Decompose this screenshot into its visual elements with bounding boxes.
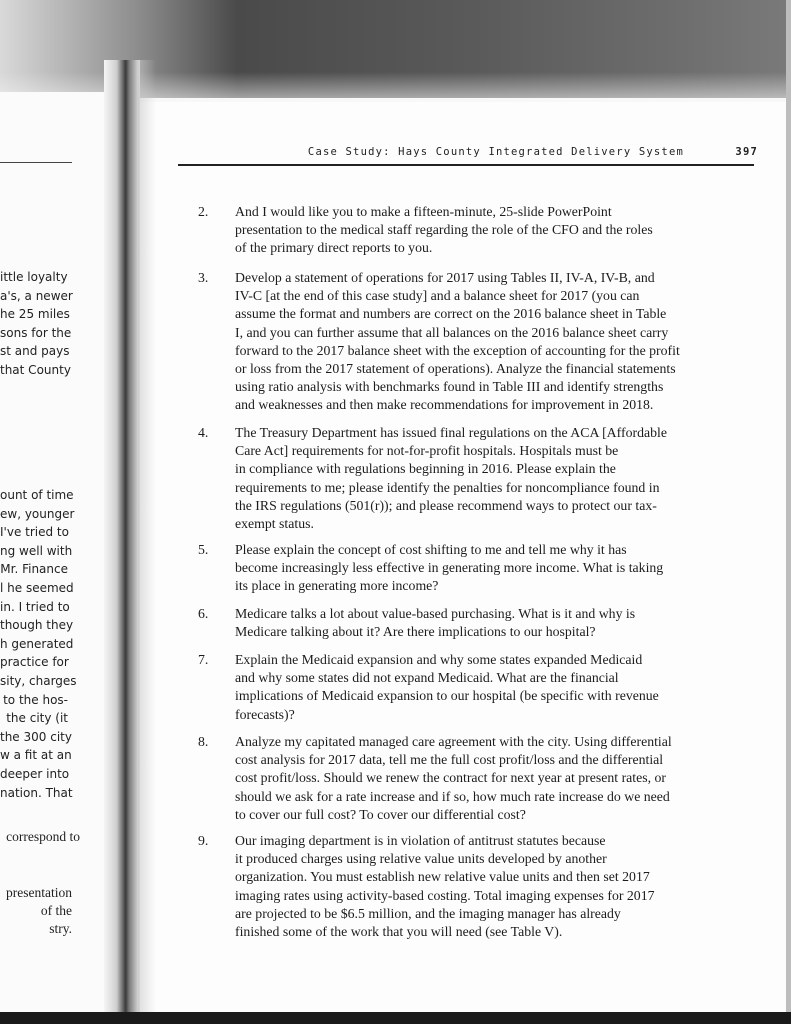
left-page-line: the city (it — [6, 711, 68, 726]
left-page-line: presentation — [6, 885, 72, 900]
question-line: forward to the 2017 balance sheet with the exception of accounting for the profit — [235, 342, 680, 358]
question-line: Develop a statement of operations for 2017 using Tables II, IV-A, IV-B, and — [235, 270, 655, 285]
page-edge — [786, 0, 791, 1024]
left-page-fragment-block — [0, 486, 77, 802]
question-text — [235, 605, 667, 641]
left-page-line: ew, younger — [0, 506, 75, 521]
question-line: Explain the Medicaid expansion and why some states expanded Medicaid — [235, 652, 643, 667]
question-line: to cover our full cost? To cover our differential cost? — [235, 806, 526, 822]
question-line: assume the format and numbers are correct on the 2016 balance sheet in Table — [235, 306, 667, 322]
question-line: using ratio analysis with benchmarks found in Table III and identify strengths — [235, 379, 664, 395]
question-line: forecasts)? — [235, 706, 295, 722]
question-text — [235, 832, 667, 941]
left-page-line: that County — [0, 362, 71, 377]
left-page-fragment-block — [0, 828, 80, 846]
left-page-line: h generated — [0, 636, 74, 651]
left-page-line: stry. — [49, 921, 72, 936]
question-text — [235, 424, 667, 533]
question-line: requirements to me; please identify the penalties for noncompliance found in — [235, 479, 660, 495]
left-page-line: l he seemed — [0, 580, 74, 595]
question-text — [235, 541, 667, 596]
question-number: 7. — [198, 652, 209, 667]
question-line: Our imaging department is in violation of antitrust statutes because — [235, 833, 606, 848]
left-page-line: practice for — [0, 655, 69, 670]
question-line: Please explain the concept of cost shifting to me and tell me why it has — [235, 542, 627, 557]
question-line: The Treasury Department has issued final regulations on the ACA [Affordable — [235, 425, 667, 440]
question-line: finished some of the work that you will need (see Table V). — [235, 924, 563, 940]
question-line: it produced charges using relative value units developed by another — [235, 851, 607, 867]
left-page-line: though they — [0, 618, 74, 633]
question-line: organization. You must establish new relative value units and then set 2017 — [235, 869, 650, 885]
left-page-line: deeper into — [0, 766, 70, 781]
left-page-line: to the hos- — [3, 692, 68, 707]
question-line: its place in generating more income? — [235, 578, 439, 594]
running-header — [178, 146, 758, 160]
left-page-line: w a fit at an — [0, 748, 72, 763]
question-text — [235, 269, 680, 415]
question-text — [235, 203, 667, 258]
question-number: 3. — [198, 270, 209, 285]
question-line: and why some states did not expand Medicaid. What are the financial — [235, 670, 619, 686]
question-line: and weaknesses and then make recommendations for improvement in 2018. — [235, 397, 654, 413]
question-line: cost profit/loss. Should we renew the contract for next year at present rates, or — [235, 770, 667, 786]
left-page-line: ount of time — [0, 488, 74, 502]
left-page-fragment-block — [0, 884, 72, 938]
question-number: 2. — [198, 204, 209, 219]
left-page-line: ng well with — [0, 543, 73, 558]
question-line: presentation to the medical staff regarding the role of the CFO and the roles — [235, 222, 653, 238]
left-page-line: a's, a newer — [0, 288, 73, 303]
left-page-line: sons for the — [0, 325, 72, 340]
left-page-line: correspond to — [6, 829, 80, 844]
left-page-line: the 300 city — [0, 729, 72, 744]
question-line: Medicare talking about it? Are there implications to our hospital? — [235, 624, 596, 640]
running-header-title: Case Study: Hays County Integrated Delivery System — [307, 146, 684, 158]
left-page-line: of the — [40, 903, 72, 918]
question-number: 4. — [198, 425, 209, 440]
question-line: cost analysis for 2017 data, tell me the full cost profit/loss and the differential — [235, 752, 664, 768]
question-text — [235, 651, 667, 724]
left-page-line: he 25 miles — [0, 307, 70, 321]
question-number: 6. — [198, 606, 209, 621]
question-number: 5. — [198, 542, 209, 557]
question-line: of the primary direct reports to you. — [235, 240, 433, 256]
left-page-line: in. I tried to — [0, 599, 70, 614]
left-page-line: Mr. Finance — [0, 562, 68, 577]
question-line: the IRS regulations (501(r)); and please recommend ways to protect our tax- — [235, 497, 657, 513]
question-line: are projected to be $6.5 million, and the imaging manager has already — [235, 905, 621, 921]
question-number: 8. — [198, 734, 209, 749]
question-line: or loss from the 2017 statement of operations). Analyze the financial statements — [235, 361, 676, 377]
left-page-line: I've tried to — [0, 525, 69, 540]
book-gutter-fade — [138, 60, 156, 1024]
question-line: Analyze my capitated managed care agreement with the city. Using differential — [235, 734, 672, 749]
question-line: Medicare talks a lot about value-based purchasing. What is it and why is — [235, 606, 636, 621]
left-page-line: ittle loyalty — [0, 270, 68, 284]
question-line: implications of Medicaid expansion to our hospital (be specific with revenue — [235, 688, 659, 704]
question-line: imaging rates using activity-based costing. Total imaging expenses for 2017 — [235, 887, 655, 903]
left-page-fragment-block — [0, 268, 73, 379]
scan-bottom-edge — [0, 1012, 791, 1024]
question-line: I, and you can further assume that all balances on the 2016 balance sheet carry — [235, 324, 669, 340]
header-rule — [178, 164, 754, 166]
question-text — [235, 733, 672, 824]
book-gutter-shadow — [104, 60, 140, 1024]
question-line: in compliance with regulations beginning in 2016. Please explain the — [235, 461, 616, 477]
left-page-rule — [0, 162, 72, 163]
question-line: Care Act] requirements for not-for-profit hospitals. Hospitals must be — [235, 443, 619, 459]
question-line: And I would like you to make a fifteen-minute, 25-slide PowerPoint — [235, 204, 612, 219]
left-page-line: st and pays — [0, 344, 70, 358]
question-line: become increasingly less effective in generating more income. What is taking — [235, 560, 664, 576]
question-line: exempt status. — [235, 516, 314, 532]
left-page-line: nation. That — [0, 785, 73, 800]
page-number: 397 — [735, 146, 758, 158]
question-line: should we ask for a rate increase and if so, how much rate increase do we need — [235, 788, 670, 804]
question-number: 9. — [198, 833, 209, 848]
left-page-line: sity, charges — [0, 673, 77, 688]
question-line: IV-C [at the end of this case study] and a balance sheet for 2017 (you can — [235, 288, 640, 304]
